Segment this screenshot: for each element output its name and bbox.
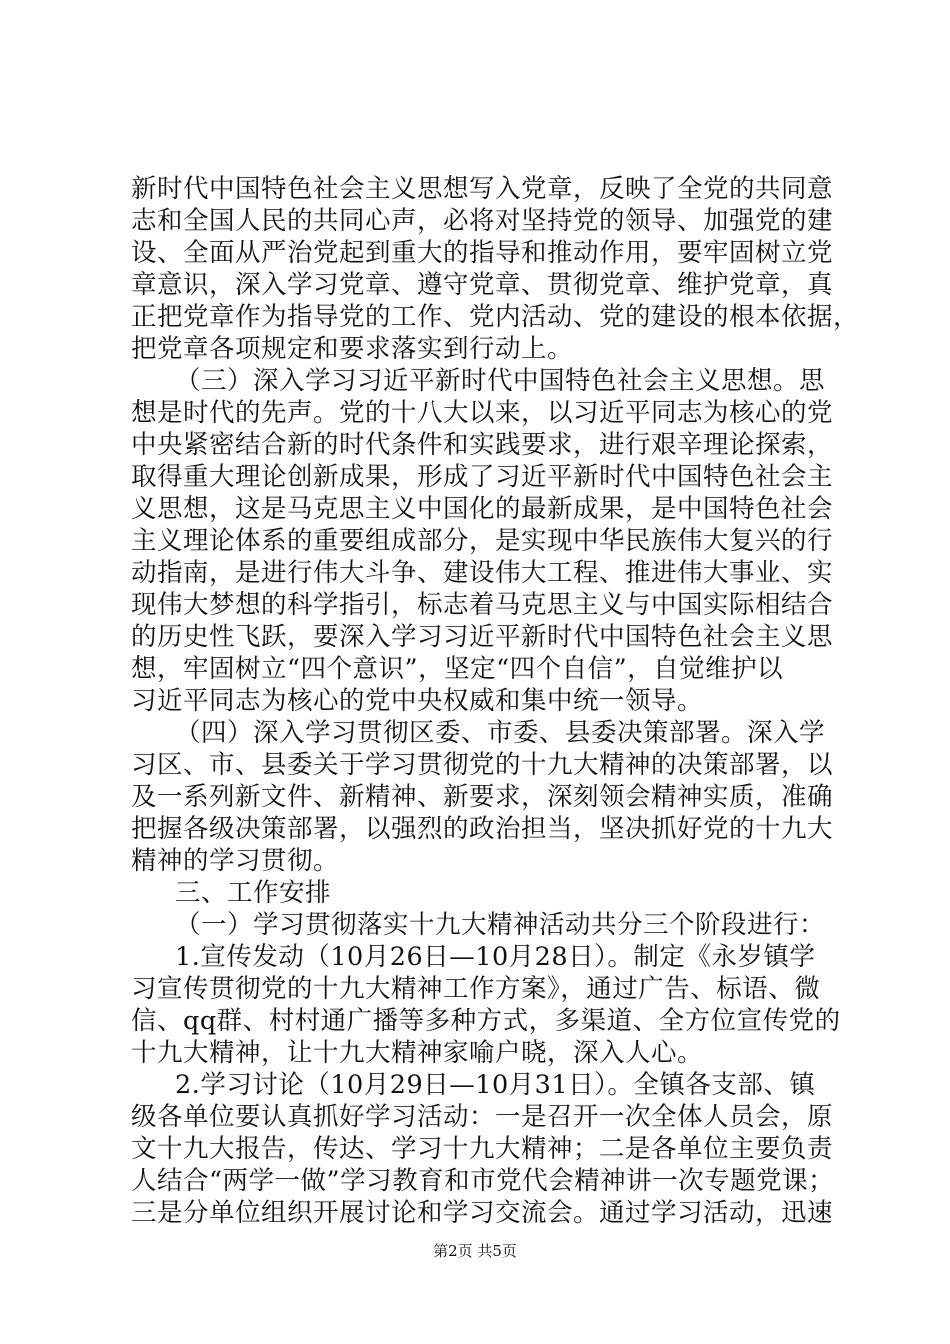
text-line: 义思想，这是马克思主义中国化的最新成果，是中国特色社会 [131, 494, 834, 524]
text-line: 把握各级决策部署，以强烈的政治担当，坚决抓好党的十九大 [131, 814, 834, 844]
text-line: 章意识，深入学习党章、遵守党章、贯彻党章、维护党章，真 [131, 270, 834, 300]
text-line: 现伟大梦想的科学指引，标志着马克思主义与中国实际相结合 [131, 590, 834, 620]
text-line: （四）深入学习贯彻区委、市委、县委决策部署。深入学 [175, 718, 826, 748]
text-line: 习近平同志为核心的党中央权威和集中统一领导。 [131, 686, 704, 716]
text-line: 想是时代的先声。党的十八大以来，以习近平同志为核心的党 [131, 398, 834, 428]
text-line: 中央紧密结合新的时代条件和实践要求，进行艰辛理论探索， [131, 430, 834, 460]
text-line: 2.学习讨论（10月29日—10月31日）。全镇各支部、镇 [175, 1070, 816, 1100]
text-line: 信、qq群、村村通广播等多种方式，多渠道、全方位宣传党的 [131, 1006, 841, 1036]
text-line: 主义理论体系的重要组成部分，是实现中华民族伟大复兴的行 [131, 526, 834, 556]
text-line: 人结合“两学一做”学习教育和市党代会精神讲一次专题党课； [131, 1166, 835, 1196]
text-line: 设、全面从严治党起到重大的指导和推动作用，要牢固树立党 [131, 238, 834, 268]
text-line: 把党章各项规定和要求落实到行动上。 [131, 334, 574, 364]
page-footer: 第2页 共5页 [433, 1242, 517, 1260]
text-line: 的历史性飞跃，要深入学习习近平新时代中国特色社会主义思 [131, 622, 834, 652]
text-line: 正把党章作为指导党的工作、党内活动、党的建设的根本依据， [131, 302, 860, 332]
text-line: 1.宣传发动（10月26日—10月28日）。制定《永岁镇学 [175, 942, 816, 972]
text-line: 级各单位要认真抓好学习活动：一是召开一次全体人员会，原 [131, 1102, 834, 1132]
text-line: 十九大精神，让十九大精神家喻户晓，深入人心。 [131, 1038, 704, 1068]
text-line: 志和全国人民的共同心声，必将对坚持党的领导、加强党的建 [131, 206, 834, 236]
text-line: 新时代中国特色社会主义思想写入党章，反映了全党的共同意 [131, 174, 834, 204]
text-line: 文十九大报告，传达、学习十九大精神；二是各单位主要负责 [131, 1134, 834, 1164]
text-line: 习区、市、县委关于学习贯彻党的十九大精神的决策部署，以 [131, 750, 834, 780]
text-line: 及一系列新文件、新精神、新要求，深刻领会精神实质，准确 [131, 782, 834, 812]
document-body [131, 173, 860, 1229]
text-line: 三、工作安排 [175, 878, 332, 908]
text-line: 动指南，是进行伟大斗争、建设伟大工程、推进伟大事业、实 [131, 558, 834, 588]
text-line: （三）深入学习习近平新时代中国特色社会主义思想。思 [175, 366, 826, 396]
text-line: 精神的学习贯彻。 [131, 846, 340, 876]
text-line: 习宣传贯彻党的十九大精神工作方案》，通过广告、标语、微 [131, 974, 821, 1004]
text-line: 想，牢固树立“四个意识”，坚定“四个自信”，自觉维护以 [131, 654, 784, 684]
text-line: 取得重大理论创新成果，形成了习近平新时代中国特色社会主 [131, 462, 834, 492]
text-line: （一）学习贯彻落实十九大精神活动共分三个阶段进行： [175, 910, 826, 940]
text-line: 三是分单位组织开展讨论和学习交流会。通过学习活动，迅速 [131, 1198, 834, 1228]
